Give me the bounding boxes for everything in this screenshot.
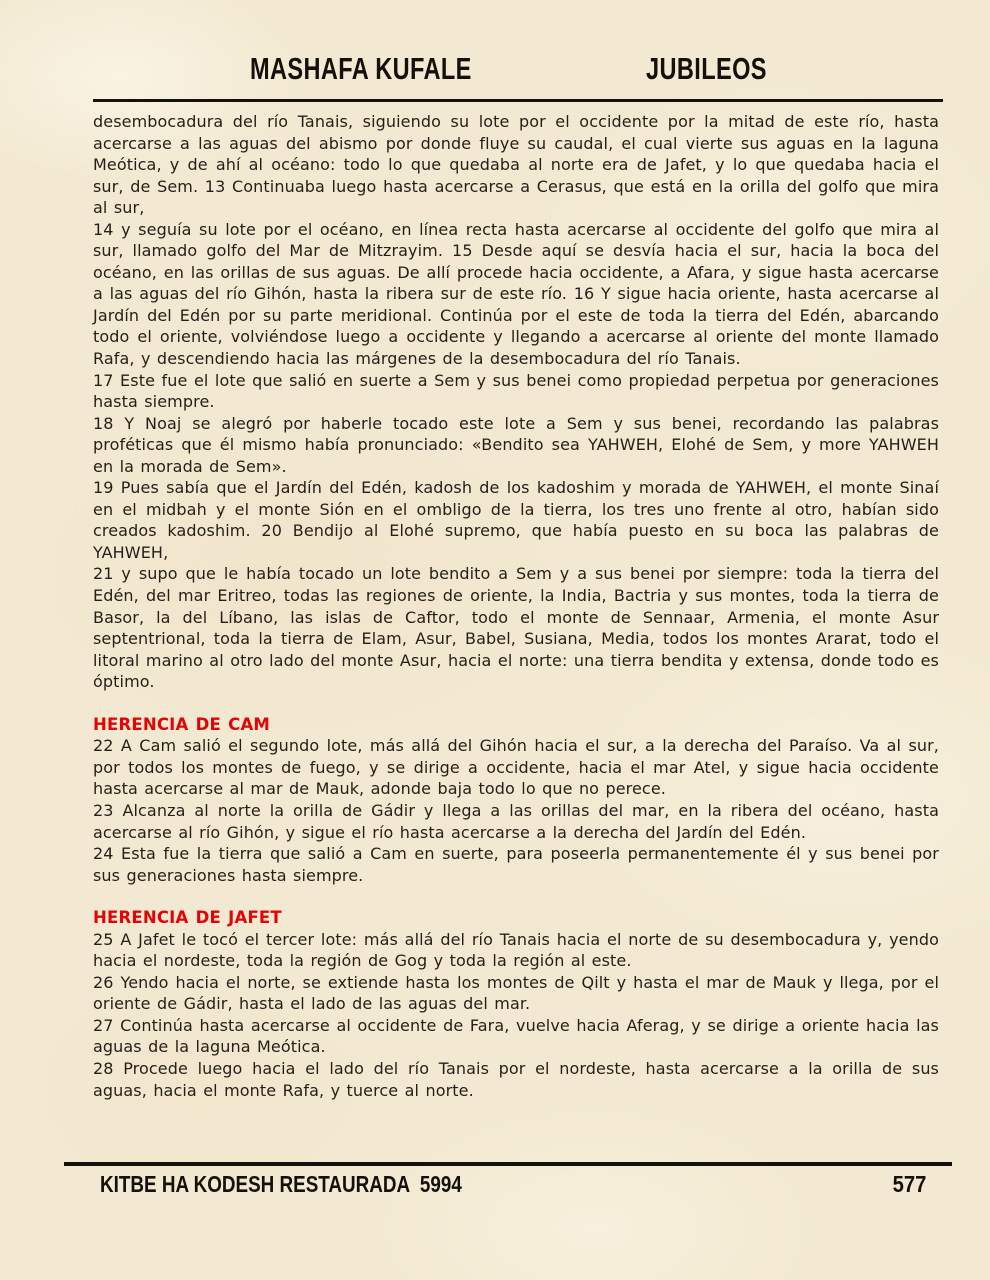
page-number: 577: [892, 1171, 926, 1197]
footer-edition-label: KITBE HA KODESH RESTAURADA 5994: [100, 1171, 462, 1197]
verse-paragraph: 19 Pues sabía que el Jardín del Edén, kadosh de los kadoshim y morada de YAHWEH, el monte Sinaí en el midbah y el monte Sión en el ombligo de la tierra, los tres uno frente al otro, habían sido creados kadoshim. 20 Bendijo al Elohé supremo, que había puesto en su boca las palabras de YAHWEH,: [93, 478, 939, 562]
section-heading: HERENCIA DE CAM: [93, 714, 271, 734]
verse-paragraph: desembocadura del río Tanais, siguiendo su lote por el occidente por la mitad de este río, hasta acercarse a las aguas del abismo por donde fluye su caudal, el cual vierte sus aguas en la laguna Meótica, y de ahí al océano: todo lo que quedaba al norte era de Jafet, y lo que quedaba hacia el sur, de Sem. 13 Continuaba luego hasta acercarse a Cerasus, que está en la orilla del golfo que mira al sur,: [93, 112, 939, 218]
body-text: [93, 111, 939, 1101]
verse-paragraph: 24 Esta fue la tierra que salió a Cam en suerte, para poseerla permanentemente él y sus benei por sus generaciones hasta siempre.: [93, 844, 939, 885]
footer-rule: [64, 1162, 952, 1166]
verse-paragraph: 27 Continúa hasta acercarse al occidente de Fara, vuelve hacia Aferag, y se dirige a oriente hacia las aguas de la laguna Meótica.: [93, 1015, 939, 1057]
page-title-left: MASHAFA KUFALE: [250, 51, 472, 86]
page-title-right: JUBILEOS: [646, 51, 767, 86]
verse-paragraph: 22 A Cam salió el segundo lote, más allá del Gihón hacia el sur, a la derecha del Paraíso. Va al sur, por todos los montes de fuego, y se dirige a occidente, hacia el mar Atel, y sigue hacia occidente hasta acercarse al mar de Mauk, adonde baja todo lo que no perece.: [93, 736, 939, 799]
verse-paragraph: 21 y supo que le había tocado un lote bendito a Sem y a sus benei por siempre: toda la tierra del Edén, del mar Eritreo, todas las regiones de oriente, la India, Bactria y sus montes, toda la tierra de Basor, la del Líbano, las islas de Caftor, todo el monte de Sennaar, Armenia, el monte Asur septentrional, toda la tierra de Elam, Asur, Babel, Susiana, Media, todos los montes Ararat, todo el litoral marino al otro lado del monte Asur, hacia el norte: una tierra bendita y extensa, donde todo es óptimo.: [93, 564, 939, 692]
verse-paragraph: 25 A Jafet le tocó el tercer lote: más allá del río Tanais hacia el norte de su desembocadura y, yendo hacia el nordeste, toda la región de Gog y toda la región al este.: [93, 929, 939, 971]
verse-paragraph: 14 y seguía su lote por el océano, en línea recta hasta acercarse al occidente del golfo que mira al sur, llamado golfo del Mar de Mitzrayim. 15 Desde aquí se desvía hacia el sur, hacia la boca del océano, en las orillas de sus aguas. De allí procede hacia occidente, a Afara, y sigue hasta acercarse a las aguas del río Gihón, hasta la ribera sur de este río. 16 Y sigue hacia oriente, hasta acercarse al Jardín del Edén por su parte meridional. Continúa por el este de toda la tierra del Edén, abarcando todo el oriente, volviéndose luego a occidente y llegando a acercarse al oriente del monte llamado Rafa, y descendiendo hacia las márgenes de la desembocadura del río Tanais.: [93, 219, 939, 369]
verse-paragraph: 28 Procede luego hacia el lado del río Tanais por el nordeste, hasta acercarse a la orilla de sus aguas, hacia el monte Rafa, y tuerce al norte.: [93, 1058, 939, 1100]
verse-paragraph: 17 Este fue el lote que salió en suerte a Sem y sus benei como propiedad perpetua por generaciones hasta siempre.: [93, 370, 939, 412]
verse-paragraph: 23 Alcanza al norte la orilla de Gádir y llega a las orillas del mar, en la ribera del océano, hasta acercarse al río Gihón, y sigue el río hasta acercarse a la derecha del Jardín del Edén.: [93, 800, 939, 842]
header-rule: [93, 99, 943, 102]
verse-paragraph: 26 Yendo hacia el norte, se extiende hasta los montes de Qilt y hasta el mar de Mauk y llega, por el oriente de Gádir, hasta el lado de las aguas del mar.: [93, 972, 939, 1014]
verse-paragraph: 18 Y Noaj se alegró por haberle tocado este lote a Sem y sus benei, recordando las palabras proféticas que él mismo había pronunciado: «Bendito sea YAHWEH, Elohé de Sem, y more YAHWEH en la morada de Sem».: [93, 413, 939, 476]
section-heading: HERENCIA DE JAFET: [93, 908, 282, 928]
